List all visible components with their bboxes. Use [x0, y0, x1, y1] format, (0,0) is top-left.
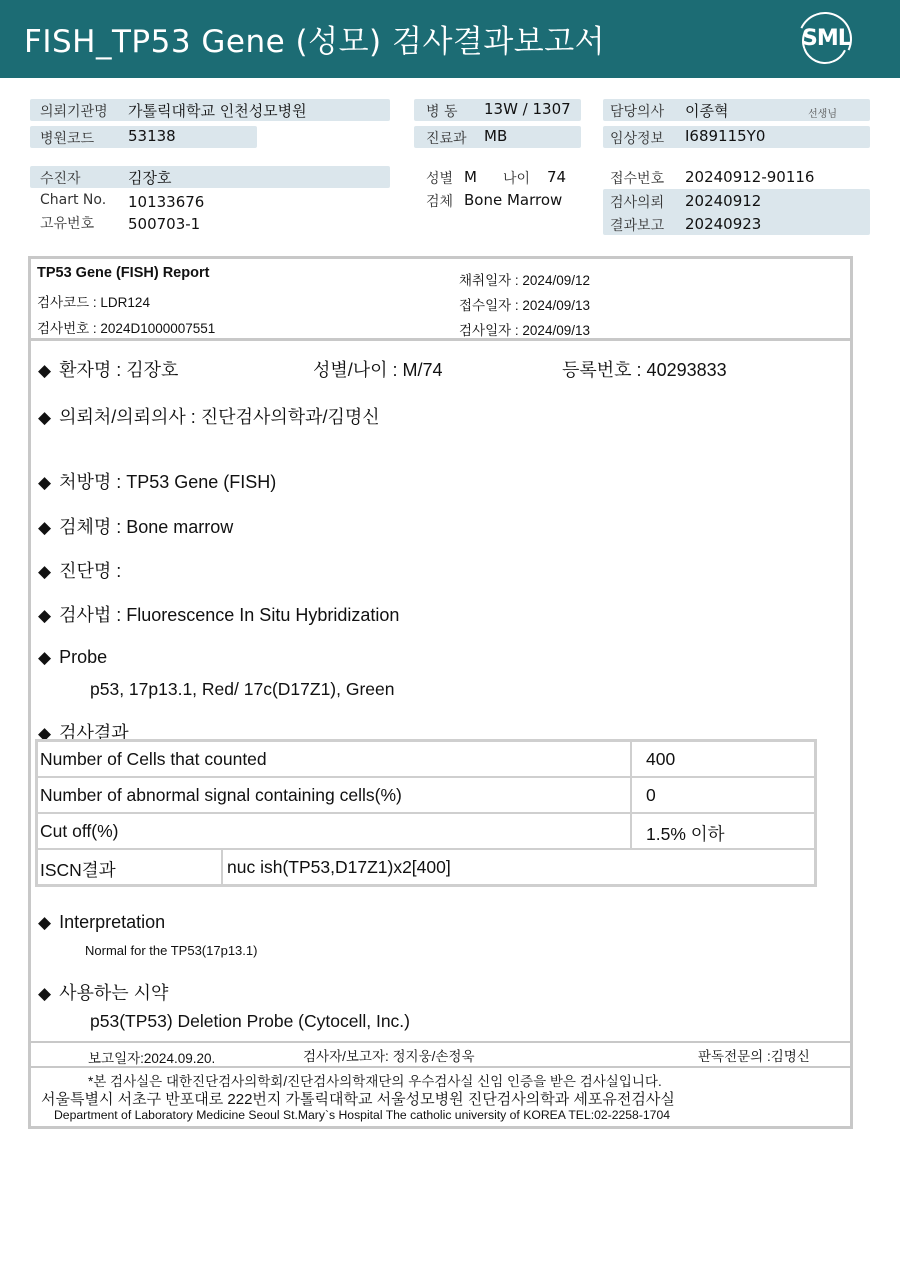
diamond-bullet-icon: ◆: [38, 724, 52, 743]
diamond-bullet-icon: ◆: [38, 648, 52, 667]
probe-line: [38, 647, 107, 668]
specimen-value: Bone Marrow: [464, 191, 563, 209]
clinical-label: 임상정보: [610, 131, 665, 147]
institution-value: 가톨릭대학교 인천성모병원: [128, 102, 307, 120]
patient-pill: [30, 166, 390, 188]
diamond-bullet-icon: ◆: [38, 984, 52, 1003]
diamond-bullet-icon: ◆: [38, 518, 52, 537]
age-label: 나이: [503, 171, 531, 187]
report-title: TP53 Gene (FISH) Report: [37, 265, 210, 281]
table-row-divider: [35, 812, 817, 814]
department-value: MB: [484, 127, 508, 145]
chart-value: 10133676: [128, 193, 205, 211]
reagent-heading: 사용하는 시약: [59, 983, 169, 1003]
clinical-value: I689115Y0: [685, 127, 766, 145]
diamond-bullet-icon: ◆: [38, 562, 52, 581]
probe-heading: Probe: [59, 647, 108, 667]
ward-value: 13W / 1307: [484, 100, 571, 118]
doctor-value: 이종혁: [685, 102, 729, 120]
exam-date: 검사일자 : 2024/09/13: [459, 323, 590, 338]
hospital-code-value: 53138: [128, 127, 176, 145]
collect-date: 채취일자 : 2024/09/12: [459, 273, 590, 288]
diagnosis-line: [38, 557, 121, 583]
ward-label: 병 동: [426, 104, 458, 120]
sml-logo: [798, 12, 854, 66]
receipt-label: 접수번호: [610, 171, 665, 187]
method: 검사법 : Fluorescence In Situ Hybridization: [59, 605, 400, 625]
test-number: 검사번호 : 2024D1000007551: [37, 321, 216, 336]
receipt-value: 20240912-90116: [685, 168, 815, 186]
reagent-text: p53(TP53) Deletion Probe (Cytocell, Inc.): [90, 1011, 410, 1031]
prescription-line: [38, 468, 276, 494]
table-row-label: Cut off(%): [40, 821, 119, 841]
iscn-value: nuc ish(TP53,D17Z1)x2[400]: [227, 857, 451, 877]
prescription: 처방명 : TP53 Gene (FISH): [59, 472, 277, 492]
interpretation-line: [38, 912, 165, 933]
certification-note: *본 검사실은 대한진단검사의학회/진단검사의학재단의 우수검사실 신임 인증을 받은 검사실입니다.: [88, 1074, 662, 1089]
table-row-divider: [35, 776, 817, 778]
address-korean: 서울특별시 서초구 반포대로 222번지 가톨릭대학교 서울성모병원 진단검사의학과 세포유전검사실: [41, 1091, 675, 1108]
report-label: 결과보고: [610, 218, 665, 234]
report-header-divider: [28, 338, 853, 341]
reagent-line: [38, 979, 168, 1005]
reader: 판독전문의 :김명신: [698, 1049, 810, 1064]
specimen-name: 검체명 : Bone marrow: [59, 517, 234, 537]
doctor-suffix: 선생님: [808, 109, 837, 120]
sex-age: 성별/나이 : M/74: [313, 360, 443, 380]
unique-value: 500703-1: [128, 215, 201, 233]
report-date: 보고일자:2024.09.20.: [88, 1051, 216, 1066]
table-row-divider: [35, 848, 817, 850]
department-label: 진료과: [426, 131, 467, 147]
interpretation-heading: Interpretation: [59, 912, 166, 932]
header-bar: [0, 0, 900, 78]
sex-label: 성별: [426, 171, 454, 187]
examiner: 검사자/보고자: 정지웅/손정욱: [303, 1049, 475, 1064]
patient-name: 환자명 : 김장호: [59, 360, 179, 380]
institution-label: 의뢰기관명: [40, 104, 108, 120]
report-value: 20240923: [685, 215, 762, 233]
test-code: 검사코드 : LDR124: [37, 295, 150, 310]
method-line: [38, 601, 399, 627]
diamond-bullet-icon: ◆: [38, 473, 52, 492]
probe-detail: p53, 17p13.1, Red/ 17c(D17Z1), Green: [90, 679, 395, 699]
diamond-bullet-icon: ◆: [38, 606, 52, 625]
specimen-line: [38, 513, 233, 539]
result-heading: 검사결과: [59, 723, 129, 743]
footer-divider-top: [28, 1041, 853, 1043]
table-row-value: 400: [646, 749, 676, 769]
request-label: 검사의뢰: [610, 195, 665, 211]
interpretation-text: Normal for the TP53(17p13.1): [85, 943, 258, 958]
hospital-code-label: 병원코드: [40, 131, 95, 147]
reg-number: 등록번호 : 40293833: [562, 360, 727, 380]
table-row-label: Number of abnormal signal containing cells(%): [40, 785, 402, 805]
request-value: 20240912: [685, 192, 762, 210]
patient-name-line: [38, 356, 178, 382]
requester-line: [38, 403, 380, 429]
page-title: FISH_TP53 Gene (성모) 검사결과보고서: [24, 24, 606, 60]
specimen-label: 검체: [426, 194, 454, 210]
logo-text: SML: [802, 26, 851, 51]
sex-value: M: [464, 168, 477, 186]
table-col-divider: [630, 739, 632, 849]
address-english: Department of Laboratory Medicine Seoul St.Mary`s Hospital The catholic university of KOREA TEL:02-2258-1704: [54, 1108, 671, 1122]
receive-date: 접수일자 : 2024/09/13: [459, 298, 590, 313]
table-row-label: Number of Cells that counted: [40, 749, 267, 769]
table-col-divider: [221, 848, 223, 887]
diamond-bullet-icon: ◆: [38, 913, 52, 932]
diamond-bullet-icon: ◆: [38, 408, 52, 427]
diagnosis: 진단명 :: [59, 561, 122, 581]
table-row-value: 0: [646, 785, 656, 805]
requester: 의뢰처/의뢰의사 : 진단검사의학과/김명신: [59, 407, 380, 427]
iscn-label: ISCN결과: [40, 860, 116, 880]
table-row-value: 1.5% 이하: [646, 824, 725, 844]
doctor-label: 담당의사: [610, 104, 665, 120]
age-value: 74: [547, 168, 567, 186]
patient-label: 수진자: [40, 171, 81, 187]
unique-label: 고유번호: [40, 216, 95, 232]
chart-label: Chart No.: [40, 192, 107, 208]
patient-value: 김장호: [128, 169, 172, 187]
diamond-bullet-icon: ◆: [38, 361, 52, 380]
